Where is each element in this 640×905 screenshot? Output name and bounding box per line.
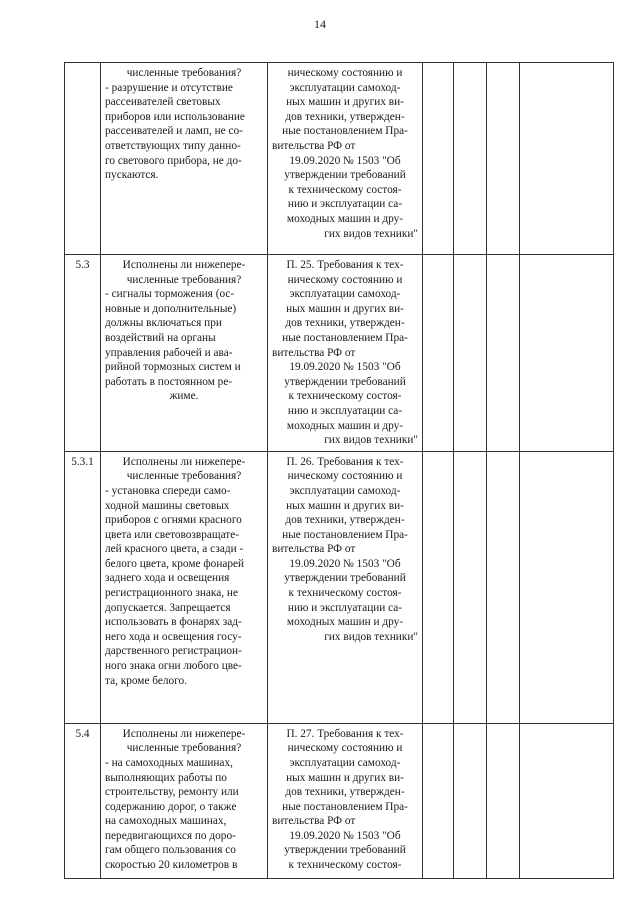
- question-line: передвигающихся по доро-: [105, 829, 236, 842]
- notes-cell: [520, 723, 614, 878]
- reference-line: нию и эксплуатации са-: [287, 198, 403, 211]
- question-line: заднего хода и освещения: [105, 572, 230, 585]
- question-line: жиме.: [169, 390, 199, 403]
- question-line: на самоходных машинах,: [105, 815, 227, 828]
- question-line: ответствующих типу данно-: [105, 139, 241, 152]
- table-row: [65, 723, 614, 878]
- question-line: пускаются.: [105, 169, 159, 182]
- question-line: содержанию дорог, о также: [105, 800, 237, 813]
- reference-line: эксплуатации самоход-: [289, 288, 401, 301]
- question-line: него хода и освещения госу-: [105, 630, 242, 643]
- reference-line: дов техники, утвержден-: [285, 786, 405, 799]
- question-line: - разрушение и отсутствие: [105, 81, 233, 94]
- question-line: ходной машины световых: [105, 499, 230, 512]
- reference-line: ническому состоянию и: [287, 273, 403, 286]
- question-line: - на самоходных машинах,: [105, 756, 233, 769]
- question-line: цвета или световозвращате-: [105, 528, 240, 541]
- reference-line: эксплуатации самоход-: [289, 484, 401, 497]
- reference-line: П. 27. Требования к тех-: [286, 727, 404, 740]
- item-number-cell: [65, 63, 101, 255]
- question-line: новные и дополнительные): [105, 302, 237, 315]
- reference-line: 19.09.2020 № 1503 "Об: [289, 557, 401, 570]
- reference-line: дов техники, утвержден-: [285, 110, 405, 123]
- reference-line: 19.09.2020 № 1503 "Об: [289, 154, 401, 167]
- answer-no-cell: [454, 63, 487, 255]
- reference-line: П. 26. Требования к тех-: [286, 455, 404, 468]
- legal-reference-cell: [268, 255, 423, 452]
- table-row: [65, 451, 614, 723]
- answer-no-cell: [454, 723, 487, 878]
- question-line: приборов с огнями красного: [105, 514, 242, 527]
- question-line: приборов или использование: [105, 110, 245, 123]
- notes-cell: [520, 255, 614, 452]
- reference-line: дов техники, утвержден-: [285, 514, 405, 527]
- question-line: допускается. Запрещается: [105, 601, 231, 614]
- reference-line: вительства РФ от: [272, 815, 356, 828]
- item-number-cell: 5.3: [65, 255, 101, 452]
- question-line: работать в постоянном ре-: [105, 375, 233, 388]
- reference-line: ные постановлением Пра-: [282, 331, 408, 344]
- legal-reference-cell: [268, 451, 423, 723]
- question-line: - установка спереди само-: [105, 484, 231, 497]
- reference-line: П. 25. Требования к тех-: [286, 259, 404, 271]
- reference-line: к техническому состоя-: [288, 390, 402, 403]
- reference-line: вительства РФ от: [272, 139, 356, 152]
- question-line: белого цвета, кроме фонарей: [105, 557, 245, 570]
- question-line: воздействий на органы: [105, 331, 216, 344]
- question-line: - сигналы торможения (ос-: [105, 288, 235, 301]
- reference-line: гих видов техники": [324, 227, 418, 240]
- question-line: та, кроме белого.: [105, 674, 188, 687]
- question-line: строительству, ремонту или: [105, 786, 239, 799]
- item-number-cell: 5.4: [65, 723, 101, 878]
- question-cell: [101, 723, 268, 878]
- reference-line: нию и эксплуатации са-: [287, 601, 403, 614]
- reference-line: ных машин и других ви-: [286, 771, 404, 784]
- reference-line: ные постановлением Пра-: [282, 528, 408, 541]
- answer-yes-cell: [423, 451, 454, 723]
- question-line: регистрационного знака, не: [105, 587, 238, 600]
- question-line: численные требования?: [126, 470, 242, 483]
- reference-line: утверждении требований: [284, 169, 406, 182]
- page-number: 14: [314, 17, 326, 31]
- question-line: рийной тормозных систем и: [105, 361, 241, 374]
- reference-line: гих видов техники": [324, 630, 418, 643]
- question-line: управления рабочей и ава-: [105, 346, 233, 359]
- reference-line: 19.09.2020 № 1503 "Об: [289, 829, 401, 842]
- question-line: численные требования?: [126, 742, 242, 755]
- reference-line: моходных машин и дру-: [286, 212, 404, 225]
- answer-no-cell: [454, 255, 487, 452]
- answer-yes-cell: [423, 63, 454, 255]
- reference-line: ных машин и других ви-: [286, 96, 404, 109]
- reference-line: утверждении требований: [284, 572, 406, 585]
- question-line: численные требования?: [126, 273, 242, 286]
- reference-line: эксплуатации самоход-: [289, 756, 401, 769]
- answer-na-cell: [487, 255, 520, 452]
- reference-line: ническому состоянию и: [287, 470, 403, 483]
- question-line: го светового прибора, не до-: [105, 154, 242, 167]
- reference-line: к техническому состоя-: [288, 587, 402, 600]
- question-line: рассеивателей световых: [105, 96, 221, 109]
- table-row: [65, 255, 614, 452]
- item-number-cell: 5.3.1: [65, 451, 101, 723]
- question-line: использовать в фонарях зад-: [105, 616, 242, 629]
- reference-line: нию и эксплуатации са-: [287, 404, 403, 417]
- answer-yes-cell: [423, 723, 454, 878]
- answer-no-cell: [454, 451, 487, 723]
- notes-cell: [520, 63, 614, 255]
- question-line: выполняющих работы по: [105, 771, 227, 784]
- legal-reference-cell: [268, 723, 423, 878]
- reference-line: вительства РФ от: [272, 346, 356, 359]
- reference-line: эксплуатации самоход-: [289, 81, 401, 94]
- answer-yes-cell: [423, 255, 454, 452]
- question-cell: [101, 451, 268, 723]
- reference-line: ных машин и других ви-: [286, 302, 404, 315]
- reference-line: гих видов техники": [324, 434, 418, 447]
- reference-line: ническому состоянию и: [287, 67, 403, 79]
- reference-line: дов техники, утвержден-: [285, 317, 405, 330]
- reference-line: к техническому состоя-: [288, 859, 402, 872]
- question-line: Исполнены ли нижепере-: [122, 455, 246, 468]
- notes-cell: [520, 451, 614, 723]
- answer-na-cell: [487, 63, 520, 255]
- reference-line: ные постановлением Пра-: [282, 800, 408, 813]
- question-line: численные требования?: [126, 67, 242, 79]
- question-cell: [101, 255, 268, 452]
- question-line: рассеивателей и ламп, не со-: [105, 125, 243, 138]
- reference-line: утверждении требований: [284, 844, 406, 857]
- reference-line: ническому состоянию и: [287, 742, 403, 755]
- question-line: Исполнены ли нижепере-: [122, 727, 246, 740]
- question-line: лей красного цвета, а сзади -: [105, 543, 244, 556]
- answer-na-cell: [487, 723, 520, 878]
- reference-line: моходных машин и дру-: [286, 419, 404, 432]
- reference-line: к техническому состоя-: [288, 183, 402, 196]
- reference-line: утверждении требований: [284, 375, 406, 388]
- answer-na-cell: [487, 451, 520, 723]
- legal-reference-cell: [268, 63, 423, 255]
- requirements-table: [64, 62, 614, 879]
- reference-line: моходных машин и дру-: [286, 616, 404, 629]
- question-line: дарственного регистрацион-: [105, 645, 242, 658]
- table-row: [65, 63, 614, 255]
- question-cell: [101, 63, 268, 255]
- reference-line: ных машин и других ви-: [286, 499, 404, 512]
- question-line: должны включаться при: [105, 317, 222, 330]
- reference-line: ные постановлением Пра-: [282, 125, 408, 138]
- reference-line: 19.09.2020 № 1503 "Об: [289, 361, 401, 374]
- question-line: гам общего пользования со: [105, 844, 236, 857]
- question-line: скоростью 20 километров в: [105, 859, 238, 872]
- reference-line: вительства РФ от: [272, 543, 356, 556]
- question-line: Исполнены ли нижепере-: [122, 259, 246, 271]
- question-line: ного знака огни любого цве-: [105, 660, 242, 673]
